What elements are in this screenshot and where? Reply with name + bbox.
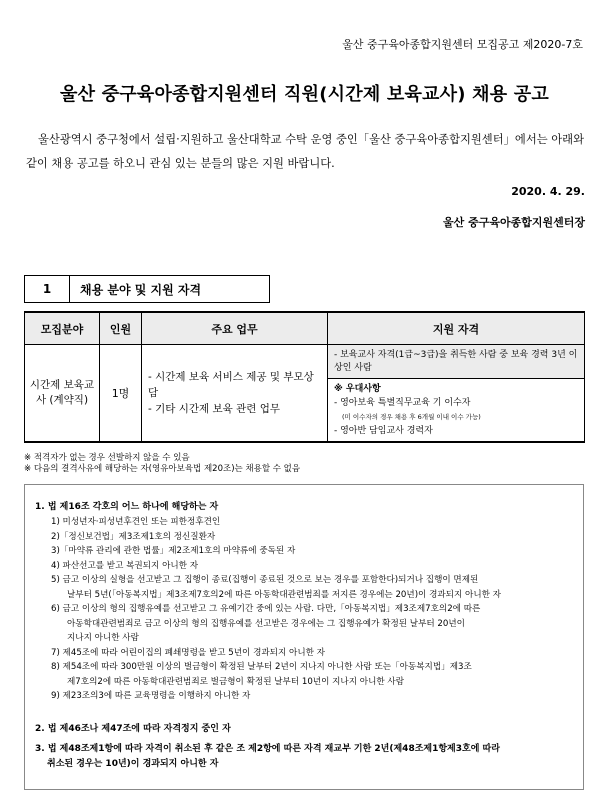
header-qualification: 지원 자격	[328, 312, 585, 345]
list-item: 1) 미성년자·피성년후견인 또는 피한정후견인	[51, 517, 221, 527]
disq-heading-3-cont: 취소된 경우는 10년)이 경과되지 아니한 자	[47, 759, 219, 769]
section-number: 1	[24, 275, 70, 303]
table-row	[25, 345, 585, 443]
list-item: 9) 제23조의3에 따른 교육명령을 이행하지 아니한 자	[51, 691, 251, 701]
list-item: 8) 제54조에 따라 300만원 이상의 벌금형이 확정된 날부터 2년이 지나지 아니한 사람 또는「아동복지법」제3조	[51, 662, 472, 672]
list-item-cont: 아동학대관련범죄로 금고 이상의 형의 집행유예를 선고받은 경우에는 그 집행유예가 확정된 날부터 20년이	[67, 618, 465, 629]
list-item: 5) 금고 이상의 실형을 선고받고 그 집행이 종료(집행이 종료된 것으로 보는 경우를 포함한다)되거나 집행이 면제된	[51, 575, 479, 585]
list-item: 7) 제45조에 따라 어린이집의 폐쇄명령을 받고 5년이 경과되지 아니한 자	[51, 647, 325, 658]
disq-heading-1: 1. 법 제16조 각호의 어느 하나에 해당하는 자	[35, 502, 219, 512]
disq-heading-2: 2. 법 제46조나 제47조에 따라 자격정지 중인 자	[35, 724, 231, 734]
preference-note: (미 이수자의 경우 채용 후 6개월 이내 이수 가능)	[342, 413, 481, 421]
qualification-cell	[328, 345, 585, 443]
page-title: 울산 중구육아종합지원센터 직원(시간제 보육교사) 채용 공고	[60, 84, 549, 105]
table-header-row	[25, 312, 585, 345]
intro-paragraph: 울산광역시 중구청에서 설립·지원하고 울산대학교 수탁 운영 중인「울산 중구육아종합지원센터」에서는 아래와 같이 채용 공고를 하오니 관심 있는 분들의 많은 지원 바랍니다.	[26, 133, 584, 170]
list-item: 2)「정신보건법」제3조제1호의 정신질환자	[51, 531, 216, 542]
count-cell: 1명	[100, 345, 142, 443]
list-item-cont: 제7호의2에 따른 아동학대관련범죄로 벌금형이 확정된 날부터 10년이 지나지 아니한 사람	[67, 676, 405, 687]
list-item: 6) 금고 이상의 형의 집행유예를 선고받고 그 유예기간 중에 있는 사람. 다만,「아동복지법」제3조제7호의2에 따른	[51, 604, 481, 614]
recruitment-table	[24, 311, 585, 443]
preference-block	[328, 379, 584, 441]
disq-list	[35, 515, 575, 704]
preference-item: - 영아반 담임교사 경력자	[334, 426, 433, 436]
notice-number: 울산 중구육아종합지원센터 모집공고 제2020-7호	[342, 38, 583, 51]
main-requirement: - 보육교사 자격(1급~3급)을 취득한 사람 중 보육 경력 3년 이상인 사람	[328, 345, 584, 379]
notice-date: 2020. 4. 29.	[511, 185, 585, 198]
duties-cell	[142, 345, 328, 443]
field-cell: 시간제 보육교사 (계약직)	[25, 345, 100, 443]
header-count: 인원	[100, 312, 142, 345]
section-title: 채용 분야 및 지원 자격	[70, 275, 270, 303]
disqualification-box	[24, 484, 584, 790]
note: ※ 다음의 결격사유에 해당하는 자(영유아보육법 제20조)는 채용할 수 없음	[24, 464, 301, 474]
disq-heading-3: 3. 법 제48조제1항에 따라 자격이 취소된 후 같은 조 제2항에 따른 자격 재교부 기한 2년(제48조제1항제3호에 따라	[35, 744, 500, 754]
list-item: 3)「마약류 관리에 관한 법률」제2조제1호의 마약류에 중독된 자	[51, 546, 296, 556]
preference-heading: ※ 우대사항	[334, 384, 381, 394]
note: ※ 적격자가 없는 경우 선발하지 않을 수 있음	[24, 453, 190, 463]
issuer: 울산 중구육아종합지원센터장	[443, 216, 585, 229]
duty-item: - 기타 시간제 보육 관련 업무	[148, 403, 281, 415]
header-field: 모집분야	[25, 312, 100, 345]
preference-item: - 영아보육 특별직무교육 기 이수자	[334, 398, 471, 408]
list-item-cont: 지나지 아니한 사람	[67, 633, 139, 643]
list-item-cont: 날부터 5년(「아동복지법」제3조제7호의2에 따른 아동학대관련범죄를 저지른 경우에는 20년)이 경과되지 아니한 자	[67, 589, 501, 600]
header-duties: 주요 업무	[142, 312, 328, 345]
duty-item: - 시간제 보육 서비스 제공 및 부모상담	[148, 371, 314, 399]
list-item: 4) 파산선고를 받고 복권되지 아니한 자	[51, 560, 199, 571]
